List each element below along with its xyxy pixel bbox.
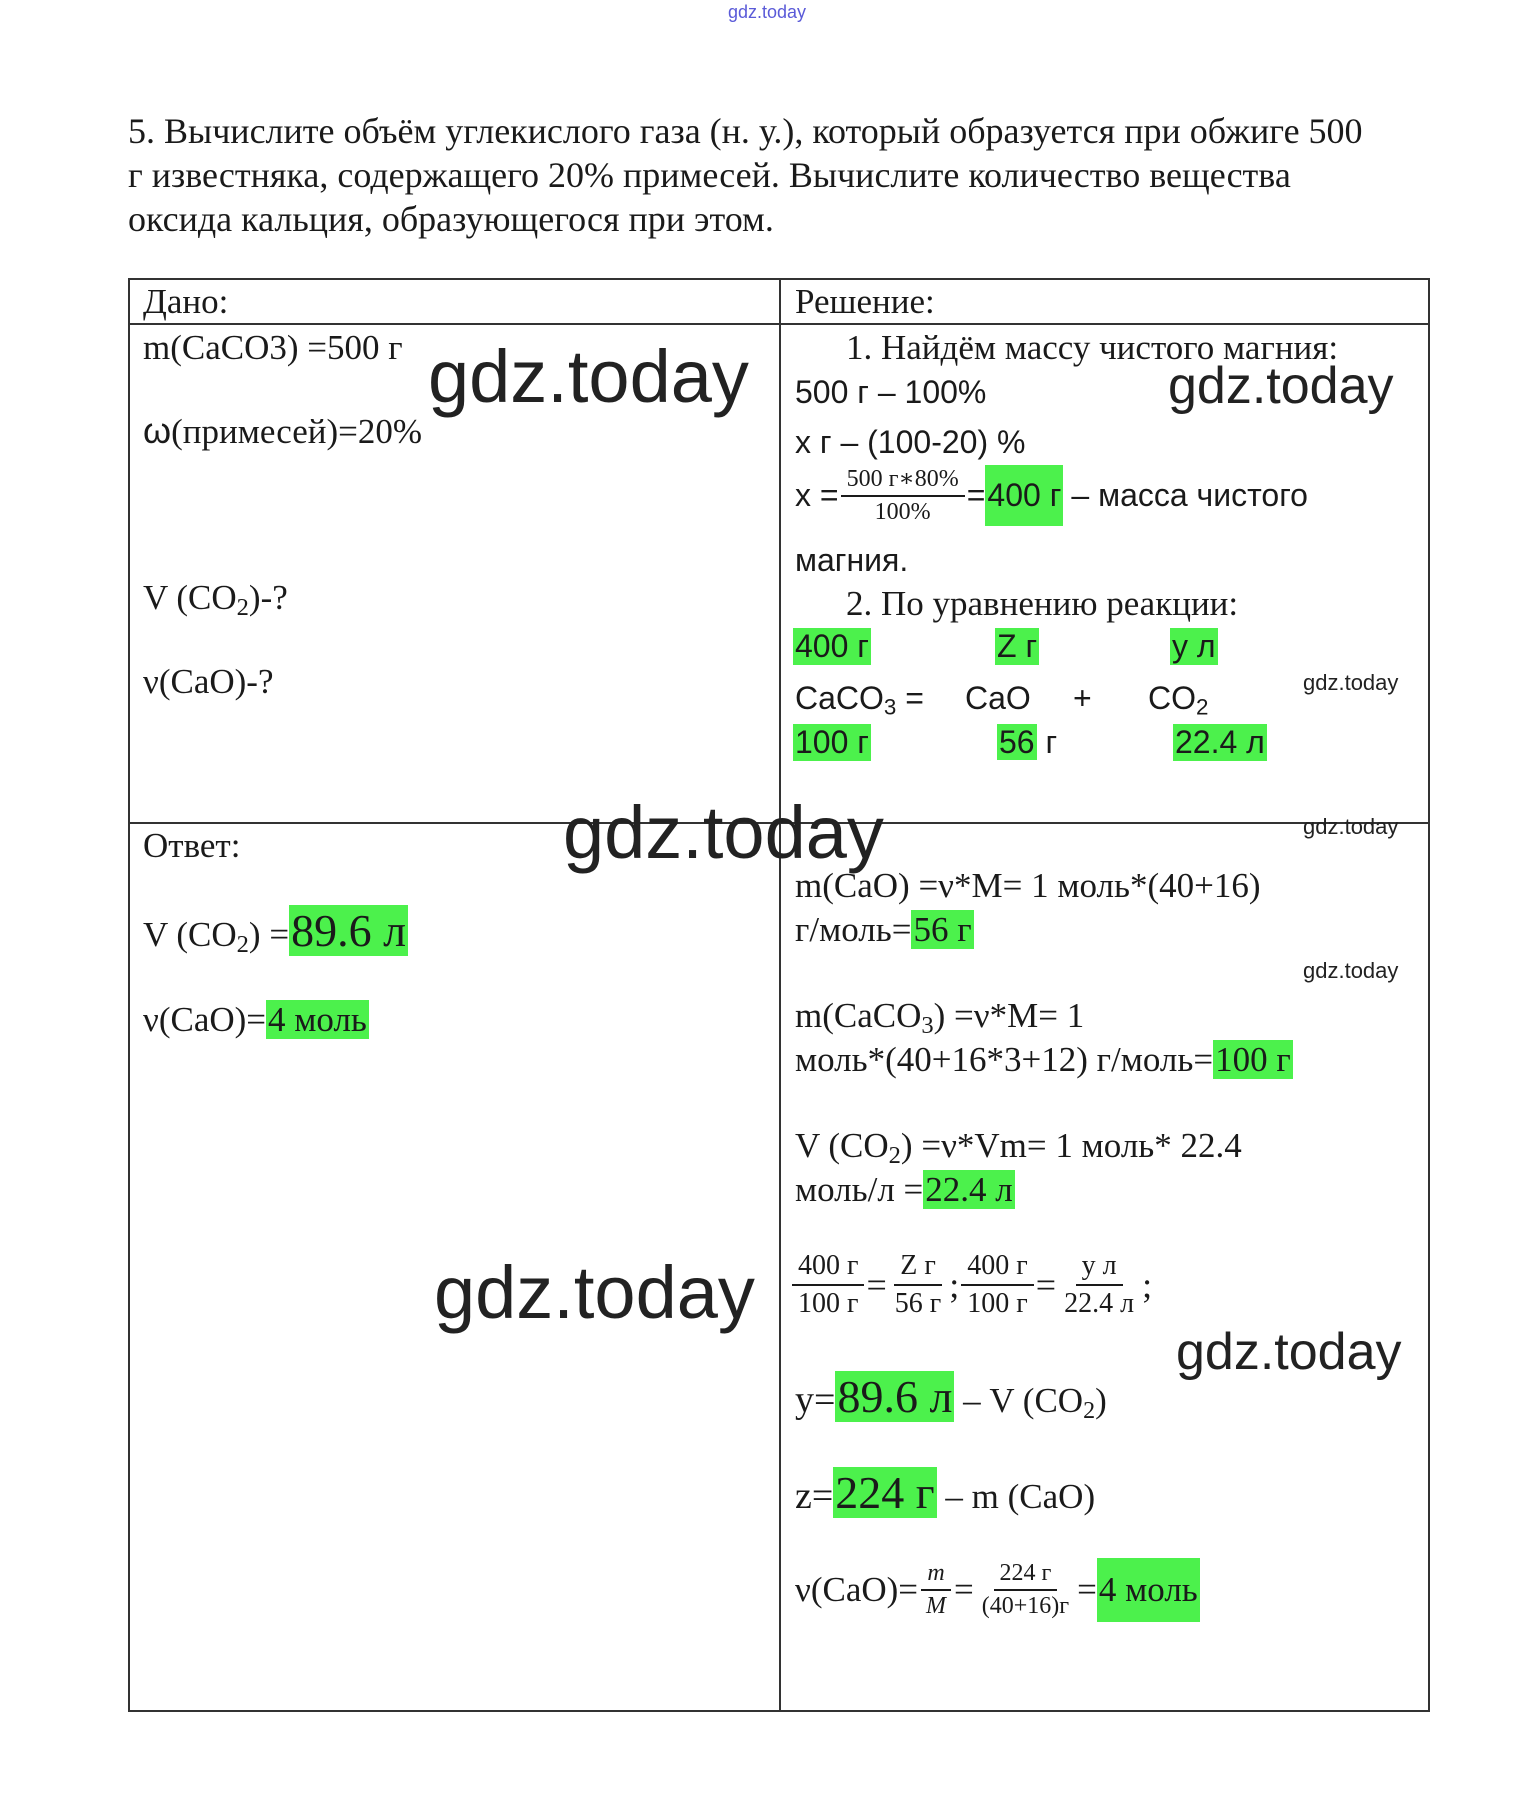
- answer-volume-pre: V (CO: [143, 915, 237, 954]
- nu-fraction-2-den: (40+16)г: [981, 1593, 1070, 1619]
- watermark-7: gdz.today: [434, 1251, 755, 1334]
- nu-fraction-2-num: 224 г: [994, 1560, 1058, 1591]
- caco3-text: CaCO: [795, 680, 884, 716]
- x-fraction: [841, 464, 965, 526]
- fraction-1-num: 400 г: [792, 1250, 864, 1286]
- m-caco3-value: 100 г: [1215, 1040, 1291, 1079]
- solution-step-1: 1. Найдём массу чистого магния:: [846, 328, 1339, 367]
- v-co2-line-1: [795, 1126, 1242, 1170]
- solution-step-2: 2. По уравнению реакции:: [846, 584, 1239, 623]
- fraction-semi-2: ;: [1142, 1265, 1153, 1305]
- find-volume-sub: 2: [236, 594, 249, 622]
- reaction-cao: CaO: [965, 680, 1031, 716]
- find-volume-post: )-?: [248, 578, 288, 617]
- fraction-4-den: 22.4 л: [1064, 1288, 1135, 1319]
- y-value: 89.6 л: [837, 1371, 953, 1422]
- problem-line-3: оксида кальция, образующегося при этом.: [128, 199, 774, 239]
- z-desc: – m (CaO): [936, 1477, 1096, 1516]
- nu-eq-2: =: [1077, 1570, 1097, 1609]
- watermark-3: gdz.today: [1303, 670, 1399, 695]
- table-column-divider: [779, 278, 781, 1712]
- y-result: [795, 1370, 1107, 1425]
- watermark-2: gdz.today: [1168, 357, 1394, 415]
- x-fraction-num: 500 г∗80%: [841, 464, 965, 497]
- answer-volume-sub: 2: [236, 931, 249, 959]
- omega-symbol: ω: [143, 410, 172, 451]
- fraction-eq-2: =: [1035, 1265, 1057, 1305]
- reaction-plus: +: [1073, 680, 1092, 716]
- proportion-line-1: 500 г – 100%: [795, 374, 987, 410]
- answer-header: Ответ:: [143, 826, 241, 865]
- x-description: – масса чистого: [1071, 476, 1308, 513]
- fraction-semi-1: ;: [949, 1265, 960, 1305]
- reaction-bottom-1: 100 г: [795, 724, 869, 760]
- m-caco3-line-2: [795, 1040, 1293, 1080]
- v-co2-post: ) =ν*Vm= 1 моль* 22.4: [900, 1126, 1242, 1165]
- solution-header: Решение:: [795, 282, 935, 321]
- co2-text: CO: [1148, 680, 1196, 716]
- given-header: Дано:: [143, 282, 229, 321]
- caco3-sub: 3: [883, 694, 897, 720]
- answer-volume-post: ) =: [248, 915, 290, 954]
- fraction-1: [792, 1250, 864, 1320]
- m-caco3-pre: m(CaCO: [795, 996, 922, 1035]
- x-description-2: магния.: [795, 542, 909, 578]
- fraction-4-num: у л: [1076, 1250, 1123, 1286]
- v-co2-value: 22.4 л: [925, 1170, 1013, 1209]
- watermark-6: gdz.today: [1303, 958, 1399, 983]
- nu-fraction-2: [976, 1560, 1075, 1620]
- x-label: х =: [795, 476, 839, 513]
- problem-line-1: 5. Вычислите объём углекислого газа (н. у.), который образуется при обжиге 500: [128, 111, 1363, 151]
- header-watermark: gdz.today: [728, 2, 807, 22]
- y-desc-pre: – V (CO: [954, 1381, 1084, 1420]
- m-cao-line-1: m(CaO) =ν*M= 1 моль*(40+16): [795, 866, 1261, 905]
- given-impurities: [143, 410, 422, 452]
- v-co2-pre: V (CO: [795, 1126, 889, 1165]
- reaction-bottom-3: 22.4 л: [1175, 724, 1265, 760]
- table-border-left: [128, 278, 130, 1712]
- m-caco3-post: ) =ν*M= 1: [933, 996, 1085, 1035]
- v-co2-unit: моль/л =: [795, 1170, 924, 1209]
- x-fraction-den: 100%: [874, 499, 931, 525]
- fraction-eq-1: =: [866, 1265, 887, 1305]
- co2-sub: 2: [1196, 694, 1209, 720]
- fraction-2-num: Z г: [894, 1250, 942, 1286]
- find-volume-pre: V (CO: [143, 578, 237, 617]
- reaction-bottom-2: [997, 724, 1057, 761]
- nu-fraction-1-num: m: [921, 1560, 950, 1591]
- answer-amount-label: ν(CaO)=: [143, 1000, 267, 1039]
- fraction-2-den: 56 г: [894, 1288, 942, 1319]
- reaction-equals: =: [905, 680, 924, 716]
- m-cao-line-2: [795, 910, 974, 950]
- z-result: [795, 1466, 1095, 1519]
- find-volume: [143, 578, 288, 622]
- reaction-co2: [1148, 680, 1208, 721]
- reaction-caco3: [795, 680, 924, 721]
- z-value: 224 г: [835, 1467, 935, 1518]
- reaction-top-1: 400 г: [795, 628, 869, 664]
- watermark-5: gdz.today: [1303, 814, 1399, 839]
- given-mass: m(CaCO3) =500 г: [143, 328, 403, 367]
- x-equals: =: [966, 476, 986, 513]
- nu-value: 4 моль: [1097, 1558, 1200, 1622]
- x-equation: [795, 464, 1308, 526]
- fraction-1-den: 100 г: [798, 1288, 859, 1319]
- watermark-8: gdz.today: [1176, 1323, 1402, 1381]
- impurities-text: (примесей)=20%: [171, 412, 423, 451]
- answer-volume: [143, 904, 408, 959]
- watermark-1: gdz.today: [428, 335, 749, 418]
- m-caco3-sub: 3: [921, 1012, 934, 1040]
- fraction-4: [1058, 1250, 1140, 1320]
- reaction-top-2: Z г: [997, 628, 1038, 664]
- v-co2-sub: 2: [888, 1142, 901, 1170]
- answer-amount: [143, 1000, 369, 1040]
- find-amount: ν(CaO)-?: [143, 662, 274, 701]
- y-desc-post: ): [1095, 1381, 1107, 1420]
- m-caco3-unit: моль*(40+16*3+12) г/моль=: [795, 1040, 1214, 1079]
- y-label: y=: [795, 1379, 836, 1421]
- m-cao-value: 56 г: [913, 910, 972, 949]
- nu-label: ν(CaO)=: [795, 1570, 919, 1609]
- reaction-top-3: у л: [1172, 628, 1216, 664]
- proportion-fractions: [790, 1250, 1152, 1320]
- proportion-line-2: х г – (100-20) %: [795, 424, 1026, 460]
- watermark-4: gdz.today: [563, 791, 884, 874]
- fraction-3-num: 400 г: [961, 1250, 1033, 1286]
- reaction-bottom-2-unit: г: [1036, 724, 1058, 760]
- y-desc-sub: 2: [1083, 1398, 1096, 1424]
- nu-eq-1: =: [954, 1570, 974, 1609]
- table-border-right: [1428, 278, 1430, 1712]
- z-label: z=: [795, 1475, 834, 1517]
- m-cao-unit: г/моль=: [795, 910, 912, 949]
- x-value: 400 г: [985, 465, 1063, 526]
- nu-fraction-1-den: M: [926, 1593, 947, 1619]
- answer-amount-value: 4 моль: [268, 1000, 367, 1039]
- fraction-3: [961, 1250, 1033, 1320]
- m-caco3-line-1: [795, 996, 1084, 1040]
- fraction-2: [889, 1250, 947, 1320]
- nu-fraction-1: [920, 1560, 952, 1620]
- nu-cao-result: [795, 1558, 1200, 1622]
- reaction-bottom-2-value: 56: [999, 724, 1035, 760]
- answer-volume-value: 89.6 л: [291, 905, 407, 956]
- problem-line-2: г известняка, содержащего 20% примесей. Вычислите количество вещества: [128, 155, 1291, 195]
- fraction-3-den: 100 г: [967, 1288, 1028, 1319]
- v-co2-line-2: [795, 1170, 1015, 1210]
